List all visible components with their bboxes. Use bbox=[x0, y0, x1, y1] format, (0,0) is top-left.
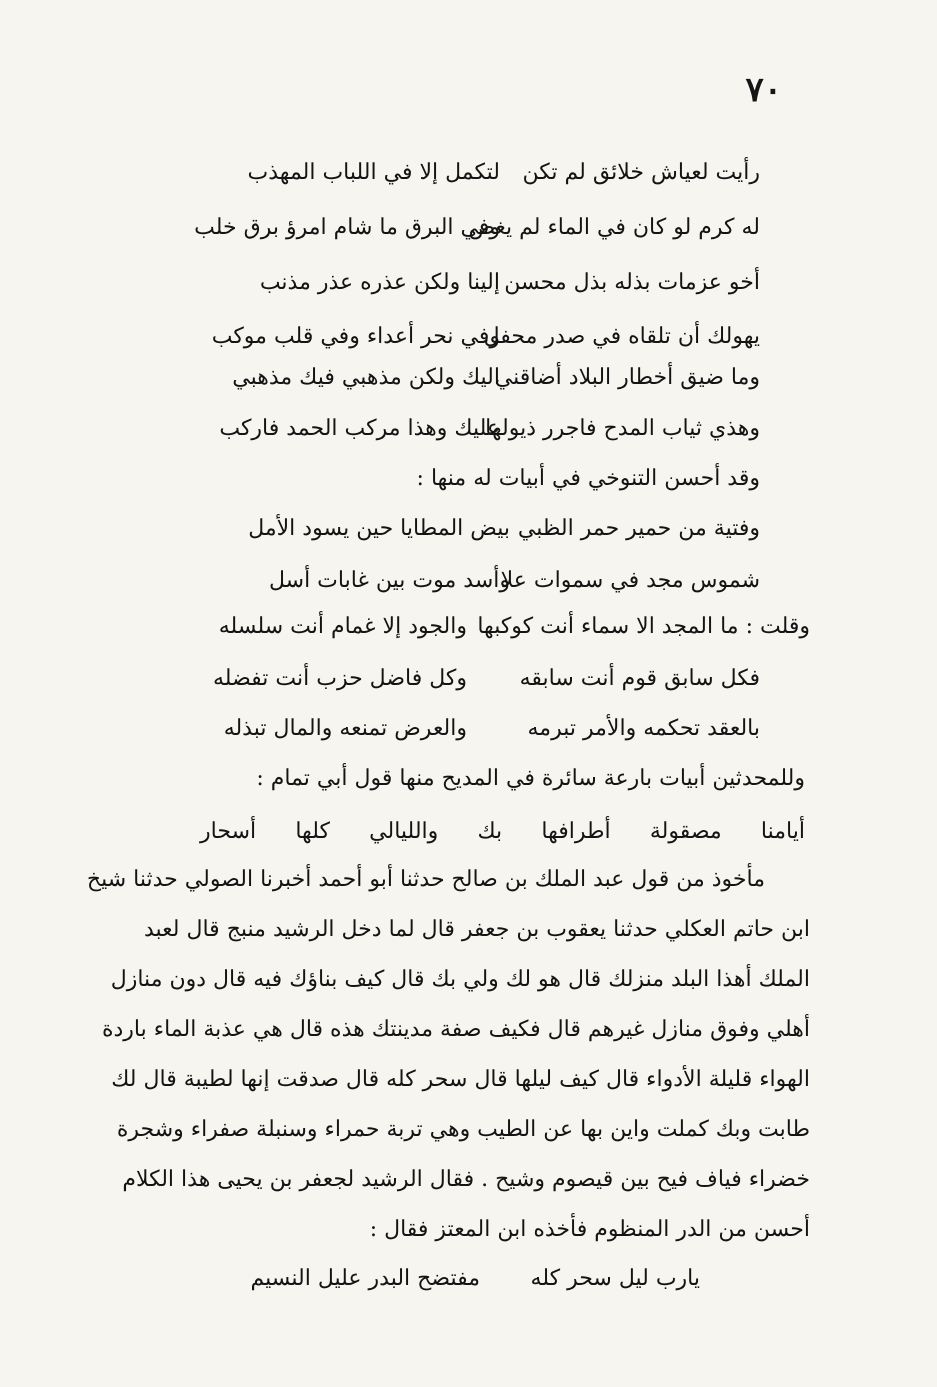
hemistich-right: أخو عزمات بذله بذل محسن bbox=[504, 270, 760, 295]
hemistich-right: شموس مجد في سموات علا bbox=[500, 568, 760, 593]
verse-line bbox=[210, 564, 760, 598]
hemistich-right: بالعقد تحكمه والأمر تبرمه bbox=[527, 716, 760, 741]
intro-line: وللمحدثين أبيات بارعة سائرة في المديح منها قول أبي تمام : bbox=[256, 766, 805, 791]
hemistich-left: بيض المطايا حين يسود الأمل bbox=[248, 516, 510, 541]
verse-row bbox=[250, 1262, 700, 1296]
verse-line bbox=[210, 512, 760, 546]
hemistich-right: وما ضيق أخطار البلاد أضاقني bbox=[494, 365, 760, 390]
hemistich-left: والجود إلا غمام أنت سلسله bbox=[218, 614, 467, 639]
hemistich-left: والعرض تمنعه والمال تبذله bbox=[223, 716, 467, 741]
poem-block bbox=[210, 512, 760, 602]
hemistich-left: وفي نحر أعداء وفي قلب موكب bbox=[211, 324, 500, 349]
page-number: ٧٠ bbox=[745, 70, 782, 110]
prose-line: أهلي وفوق منازل غيرهم قال فكيف صفة مدينتك هذه قال هي عذبة الماء باردة bbox=[101, 1017, 810, 1042]
prose-line: طابت وبك كملت واين بها عن الطيب وهي تربة حمراء وسنبلة صفراء وشجرة bbox=[116, 1117, 810, 1142]
hemistich-right: فكل سابق قوم أنت سابقه bbox=[519, 666, 760, 691]
hemistich-left: اليك ولكن مذهبي فيك مذهبي bbox=[232, 365, 500, 390]
hemistich-left: لتكمل إلا في اللباب المهذب bbox=[247, 160, 500, 185]
verse-word: بك bbox=[477, 819, 503, 844]
verse-word: أطرافها bbox=[541, 819, 611, 844]
prose-line: الملك أهذا البلد منزلك قال هو لك ولي بك قال كيف بناؤك فيه قال دون منازل bbox=[110, 967, 810, 992]
hemistich-left: وكل فاضل حزب أنت تفضله bbox=[213, 666, 467, 691]
hemistich-left: وفي البرق ما شام امرؤ برق خلب bbox=[194, 215, 500, 240]
prose-line: الهواء قليلة الأدواء قال كيف ليلها قال سحر كله قال صدقت إنها لطيبة قال لك bbox=[111, 1067, 810, 1092]
verse-line bbox=[200, 815, 805, 849]
prose-line: ابن حاتم العكلي حدثنا يعقوب بن جعفر قال لما دخل الرشيد منبج قال لعبد bbox=[144, 917, 810, 942]
verse-line bbox=[205, 610, 810, 644]
poem-block bbox=[205, 610, 810, 750]
hemistich-right: وقلت : ما المجد الا سماء أنت كوكبها bbox=[477, 614, 810, 639]
hemistich-left: مفتضح البدر عليل النسيم bbox=[250, 1266, 480, 1291]
hemistich-right: يهولك أن تلقاه في صدر محفل bbox=[483, 324, 760, 349]
prose-line: أحسن من الدر المنظوم فأخذه ابن المعتز فقال : bbox=[369, 1217, 810, 1242]
verse-word: كلها bbox=[295, 819, 330, 844]
prose-line: خضراء فياف فيح بين قيصوم وشيح . فقال الرشيد لجعفر بن يحيى هذا الكلام bbox=[122, 1167, 810, 1192]
verse-line bbox=[205, 712, 810, 746]
hemistich-right: وهذي ثياب المدح فاجرر ذيولها bbox=[485, 416, 760, 441]
verse-line bbox=[200, 412, 760, 446]
prose-line: مأخوذ من قول عبد الملك بن صالح حدثنا أبو أحمد أخبرنا الصولي حدثنا شيخ bbox=[86, 867, 765, 892]
poem-block bbox=[194, 156, 760, 446]
verse-line bbox=[200, 361, 760, 395]
hemistich-right: وفتية من حمير حمر الظبي bbox=[517, 516, 760, 541]
hemistich-right: رأيت لعياش خلائق لم تكن bbox=[522, 160, 760, 185]
verse-line bbox=[200, 266, 760, 300]
verse-line bbox=[194, 211, 760, 245]
hemistich-left: وأسد موت بين غابات أسل bbox=[268, 568, 510, 593]
verse-word: والليالي bbox=[369, 819, 439, 844]
intro-line: وقد أحسن التنوخي في أبيات له منها : bbox=[416, 466, 760, 491]
verse-line bbox=[200, 156, 760, 190]
verse-word: مصقولة bbox=[649, 819, 722, 844]
hemistich-right: له كرم لو كان في الماء لم يغض bbox=[468, 215, 760, 240]
verse-word: أسحار bbox=[200, 819, 257, 844]
verse-line bbox=[250, 1262, 700, 1296]
verse-line bbox=[205, 662, 810, 696]
verse-word: أيامنا bbox=[760, 819, 805, 844]
hemistich-right: يارب ليل سحر كله bbox=[530, 1266, 700, 1291]
hemistich-left: عليك وهذا مركب الحمد فاركب bbox=[219, 416, 500, 441]
verse-line bbox=[200, 320, 760, 354]
hemistich-left: إلينا ولكن عذره عذر مذنب bbox=[259, 270, 500, 295]
